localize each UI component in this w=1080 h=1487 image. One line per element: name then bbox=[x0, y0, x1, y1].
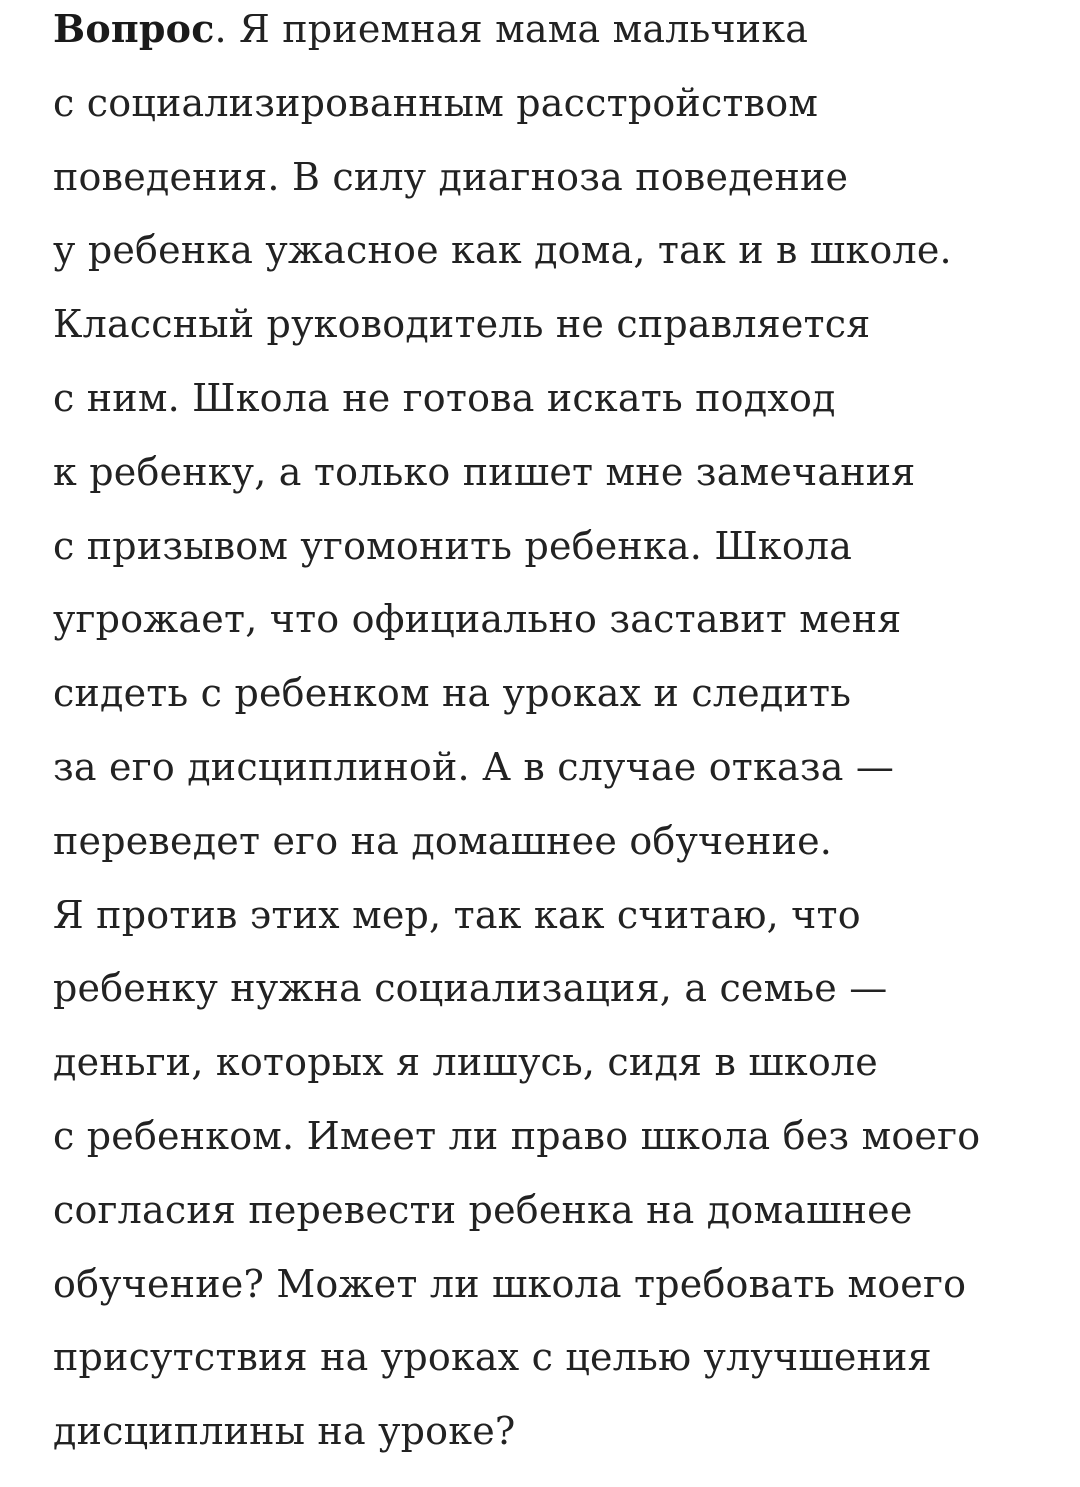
question-line: Классный руководитель не справляется bbox=[53, 302, 871, 347]
question-line: сидеть с ребенком на уроках и следить bbox=[53, 671, 852, 716]
question-line: Я против этих мер, так как считаю, что bbox=[53, 892, 861, 937]
question-line: у ребенка ужасное как дома, так и в школе. bbox=[53, 228, 952, 273]
question-line: ребенку нужна социализация, а семье — bbox=[53, 966, 888, 1011]
question-line: присутствия на уроках с целью улучшения bbox=[53, 1335, 932, 1380]
question-line: к ребенку, а только пишет мне замечания bbox=[53, 449, 916, 494]
question-line: дисциплины на уроке? bbox=[53, 1409, 516, 1454]
question-line-1-text: . Я приемная мама мальчика bbox=[214, 7, 809, 51]
question-line: поведения. В силу диагноза поведение bbox=[53, 154, 849, 199]
question-line: переведет его на домашнее обучение. bbox=[53, 818, 833, 863]
question-line: согласия перевести ребенка на домашнее bbox=[53, 1187, 913, 1232]
question-text-block bbox=[53, 0, 1063, 1469]
question-line: с ним. Школа не готова искать подход bbox=[53, 375, 836, 420]
question-line-1 bbox=[53, 0, 1063, 67]
question-line: с ребенком. Имеет ли право школа без моего bbox=[53, 1113, 981, 1158]
question-line: обучение? Может ли школа требовать моего bbox=[53, 1261, 967, 1306]
question-line: с социализированным расстройством bbox=[53, 80, 819, 125]
question-line: угрожает, что официально заставит меня bbox=[53, 597, 902, 642]
question-line: с призывом угомонить ребенка. Школа bbox=[53, 523, 853, 568]
question-line: за его дисциплиной. А в случае отказа — bbox=[53, 744, 895, 789]
question-label: Вопрос bbox=[53, 6, 215, 51]
question-line: деньги, которых я лишусь, сидя в школе bbox=[53, 1040, 878, 1085]
